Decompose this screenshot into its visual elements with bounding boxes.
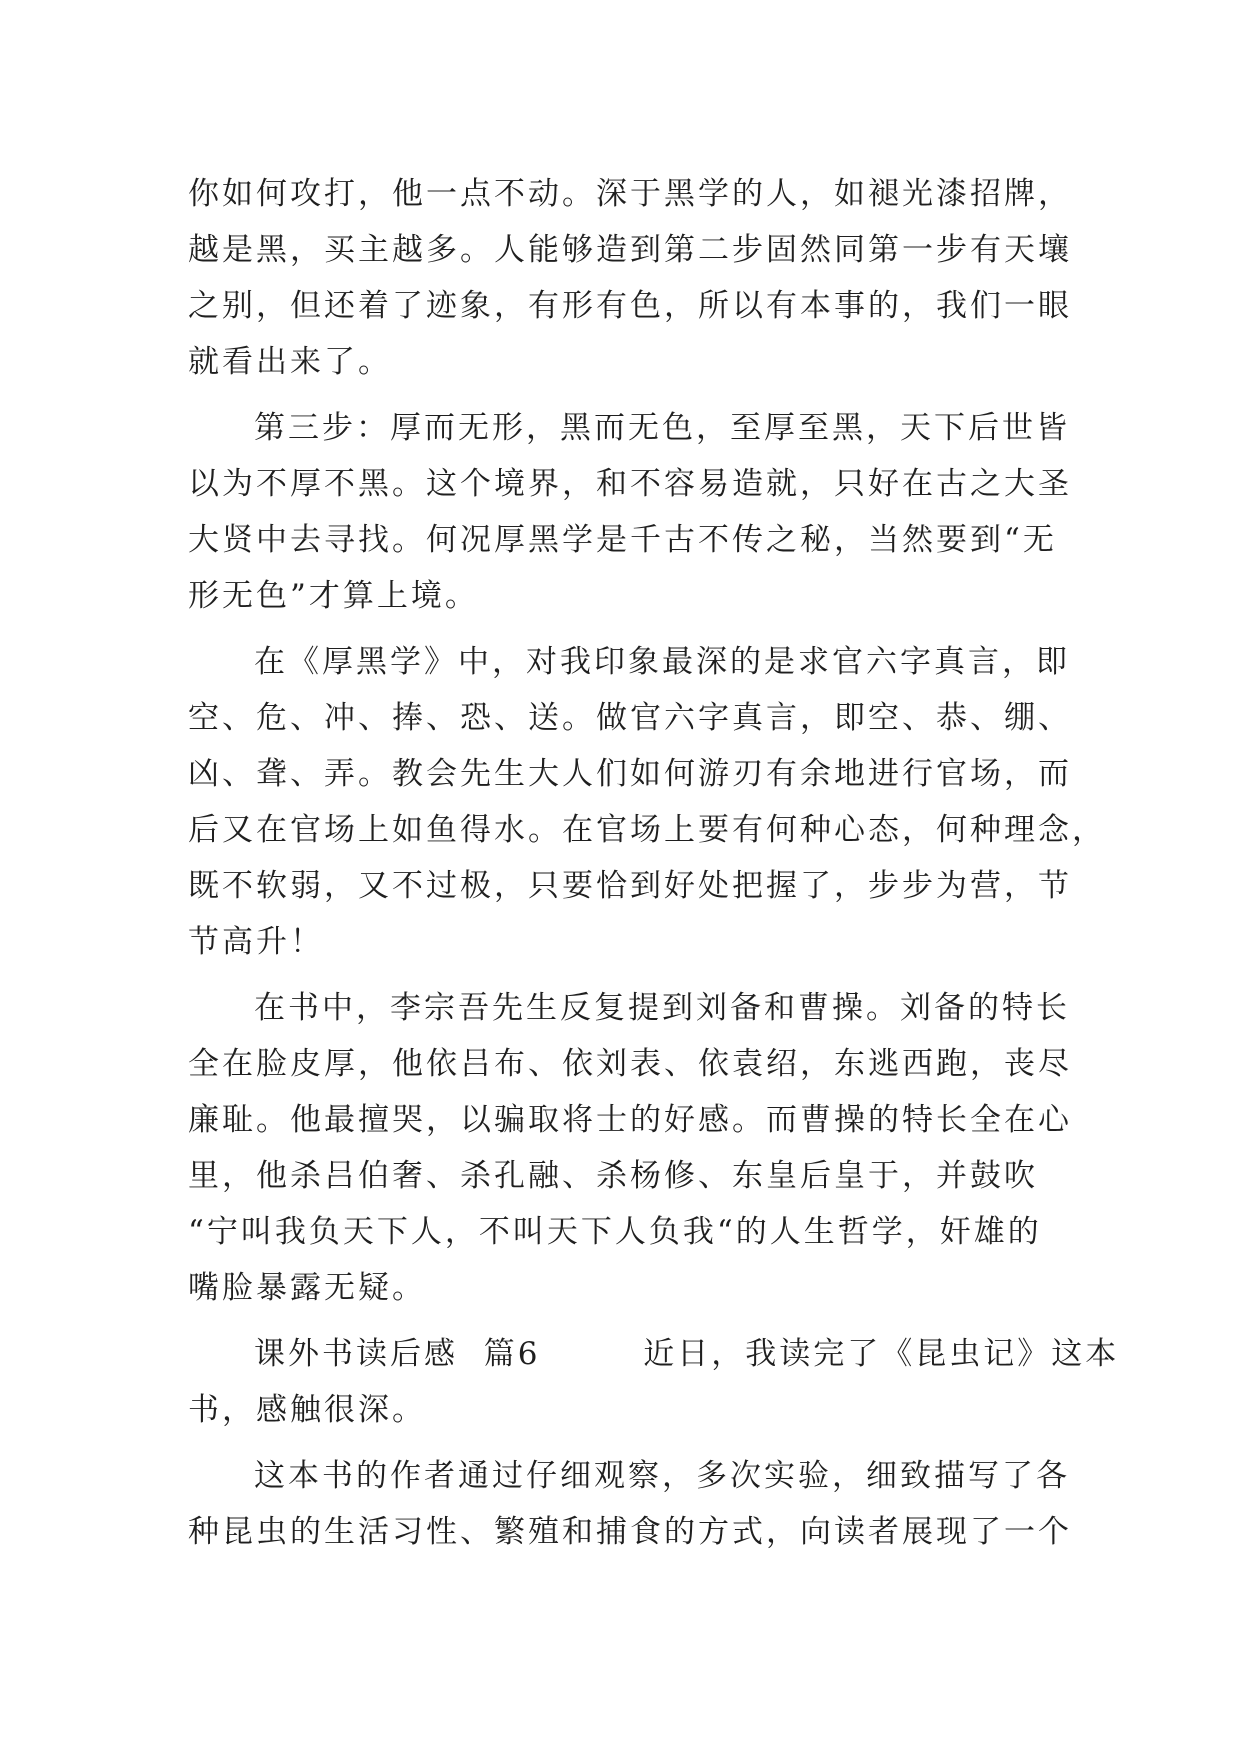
text-line: 大贤中去寻找。何况厚黑学是千古不传之秘，当然要到“无 [188,522,1057,558]
text-line: 就看出来了。 [188,344,392,380]
text-line: 里，他杀吕伯奢、杀孔融、杀杨修、东皇后皇于，并鼓吹 [188,1158,1038,1194]
text-line: 嘴脸暴露无疑。 [188,1270,426,1306]
text-line: 形无色”才算上境。 [188,578,479,614]
text-line: 节高升！ [188,924,324,960]
text-line: 书，感触很深。 [188,1392,426,1428]
text-line: 全在脸皮厚，他依吕布、依刘表、依袁绍，东逃西跑，丧尽 [188,1046,1072,1082]
text-line: 越是黑，买主越多。人能够造到第二步固然同第一步有天壤 [188,232,1072,268]
text-line: 既不软弱，又不过极，只要恰到好处把握了，步步为营，节 [188,868,1072,904]
text-line: 后又在官场上如鱼得水。在官场上要有何种心态，何种理念， [188,812,1106,848]
text-line: “宁叫我负天下人，不叫天下人负我“的人生哲学，奸雄的 [188,1214,1042,1250]
section-heading-line: 课外书读后感 篇6 近日，我读完了《昆虫记》这本 [254,1336,1120,1372]
paragraph-start-line: 第三步：厚而无形，黑而无色，至厚至黑，天下后世皆 [254,410,1070,446]
text-line: 你如何攻打，他一点不动。深于黑学的人，如褪光漆招牌， [188,176,1072,212]
text-line: 凶、聋、弄。教会先生大人们如何游刃有余地进行官场，而 [188,756,1072,792]
text-line: 廉耻。他最擅哭，以骗取将士的好感。而曹操的特长全在心 [188,1102,1072,1138]
text-line: 以为不厚不黑。这个境界，和不容易造就，只好在古之大圣 [188,466,1072,502]
text-line: 种昆虫的生活习性、繁殖和捕食的方式，向读者展现了一个 [188,1514,1072,1550]
text-line: 之别，但还着了迹象，有形有色，所以有本事的，我们一眼 [188,288,1072,324]
text-line: 空、危、冲、捧、恐、送。做官六字真言，即空、恭、绷、 [188,700,1072,736]
paragraph-start-line: 这本书的作者通过仔细观察，多次实验，细致描写了各 [254,1458,1070,1494]
paragraph-start-line: 在书中，李宗吾先生反复提到刘备和曹操。刘备的特长 [254,990,1070,1026]
paragraph-start-line: 在《厚黑学》中，对我印象最深的是求官六字真言，即 [254,644,1070,680]
